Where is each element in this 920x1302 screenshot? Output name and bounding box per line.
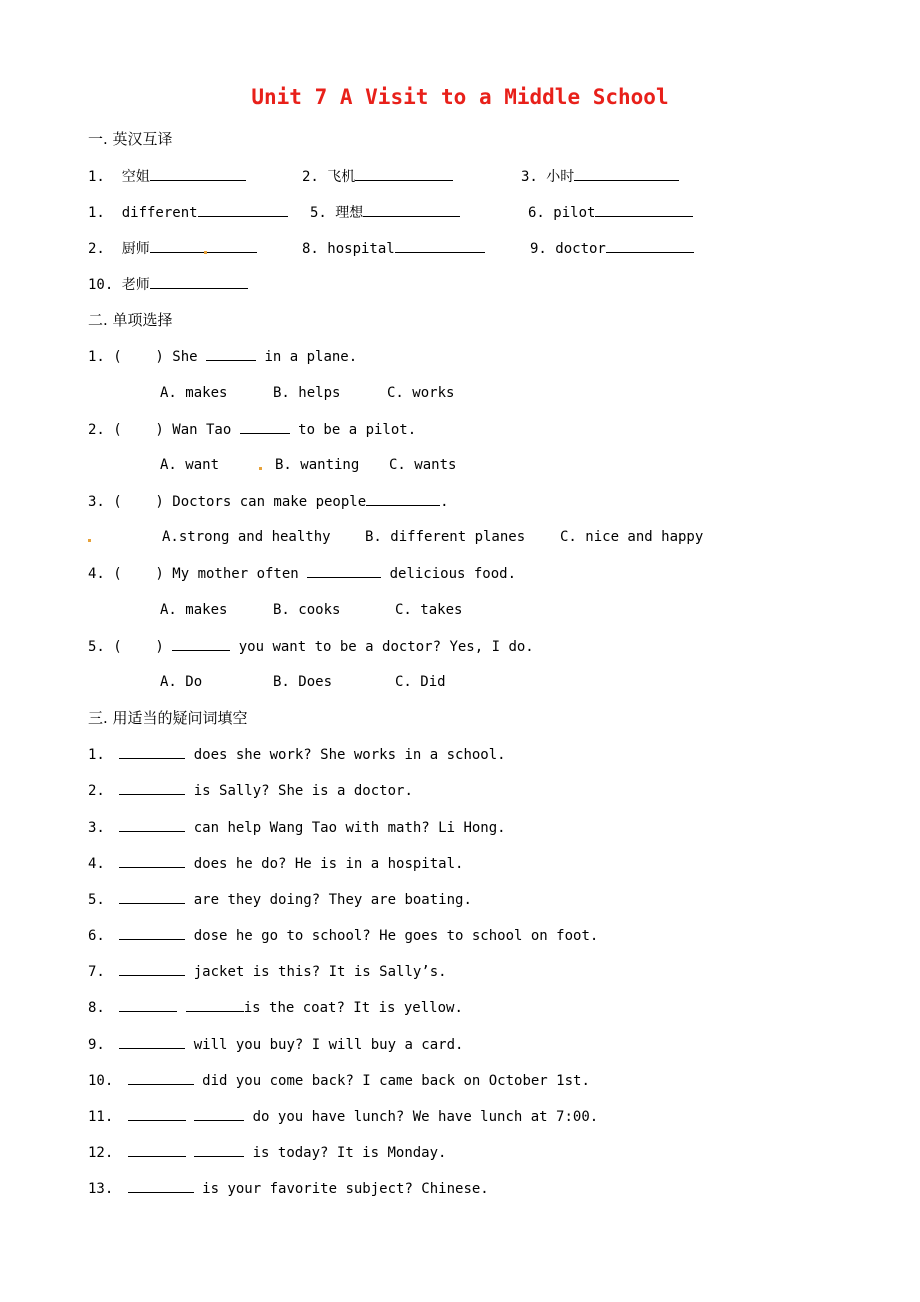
s1-item-8: 8. hospital — [302, 238, 485, 259]
answer-blank[interactable] — [595, 202, 693, 217]
s1-item-4: 1. different — [88, 202, 288, 223]
answer-blank[interactable] — [119, 889, 185, 904]
fill-question-8: 8. is the coat? It is yellow. — [88, 997, 463, 1018]
mc-option[interactable]: B. different planes — [365, 529, 526, 545]
page-title: Unit 7 A Visit to a Middle School — [251, 85, 669, 109]
answer-blank[interactable] — [119, 780, 185, 795]
answer-blank[interactable] — [606, 238, 694, 253]
fill-question-1: 1. does she work? She works in a school. — [88, 744, 506, 765]
fill-question-3: 3. can help Wang Tao with math? Li Hong. — [88, 817, 506, 838]
answer-blank[interactable] — [194, 1106, 244, 1121]
answer-blank[interactable] — [128, 1070, 194, 1085]
fill-question-2: 2. is Sally? She is a doctor. — [88, 780, 413, 801]
speck-mark — [259, 467, 262, 470]
answer-blank[interactable] — [194, 1142, 244, 1157]
s1-item-10: 10. 老师 — [88, 274, 248, 295]
answer-blank[interactable] — [128, 1142, 186, 1157]
mc-option[interactable]: A. makes — [160, 602, 228, 618]
mc-option[interactable]: A. want — [160, 457, 220, 473]
s1-item-2: 2. 飞机 — [302, 166, 453, 187]
mc-option[interactable]: C. wants — [389, 457, 457, 473]
mc-option[interactable]: B. cooks — [273, 602, 341, 618]
fill-question-11: 11. do you have lunch? We have lunch at 7:00. — [88, 1106, 598, 1127]
answer-blank[interactable] — [206, 346, 256, 361]
answer-blank[interactable] — [150, 274, 248, 289]
answer-blank[interactable] — [119, 817, 185, 832]
s1-item-3: 3. 小时 — [521, 166, 679, 187]
answer-blank[interactable] — [307, 563, 381, 578]
answer-blank[interactable] — [150, 166, 246, 181]
mc-question-2: 2. ( ) Wan Tao to be a pilot. — [88, 419, 416, 440]
mc-option[interactable]: A.strong and healthy — [162, 529, 331, 545]
answer-blank[interactable] — [119, 925, 185, 940]
mc-option[interactable]: A. Do — [160, 674, 203, 690]
mc-question-4: 4. ( ) My mother often delicious food. — [88, 563, 516, 584]
answer-blank[interactable] — [355, 166, 453, 181]
section2-heading: 二. 单项选择 — [88, 311, 173, 329]
s1-item-1: 1. 空姐 — [88, 166, 246, 187]
answer-blank[interactable] — [240, 419, 290, 434]
mc-option[interactable]: C. takes — [395, 602, 463, 618]
mc-option[interactable]: B. Does — [273, 674, 333, 690]
fill-question-7: 7. jacket is this? It is Sally’s. — [88, 961, 447, 982]
answer-blank[interactable] — [128, 1106, 186, 1121]
answer-blank[interactable] — [186, 997, 244, 1012]
mc-option[interactable]: B. helps — [273, 385, 341, 401]
answer-blank[interactable] — [574, 166, 679, 181]
mc-option[interactable]: B. wanting — [275, 457, 360, 473]
speck-mark — [204, 251, 207, 254]
answer-blank[interactable] — [119, 961, 185, 976]
answer-blank[interactable] — [128, 1178, 194, 1193]
speck-mark — [88, 539, 91, 542]
fill-question-4: 4. does he do? He is in a hospital. — [88, 853, 463, 874]
s1-item-6: 6. pilot — [528, 202, 693, 223]
mc-option[interactable]: A. makes — [160, 385, 228, 401]
mc-question-1: 1. ( ) She in a plane. — [88, 346, 357, 367]
fill-question-9: 9. will you buy? I will buy a card. — [88, 1034, 463, 1055]
mc-option[interactable]: C. nice and happy — [560, 529, 704, 545]
fill-question-12: 12. is today? It is Monday. — [88, 1142, 446, 1163]
section1-heading: 一. 英汉互译 — [88, 130, 173, 148]
answer-blank[interactable] — [119, 1034, 185, 1049]
fill-question-6: 6. dose he go to school? He goes to school on foot. — [88, 925, 598, 946]
fill-question-13: 13. is your favorite subject? Chinese. — [88, 1178, 489, 1199]
mc-option[interactable]: C. works — [387, 385, 455, 401]
mc-question-5: 5. ( ) you want to be a doctor? Yes, I do. — [88, 636, 534, 657]
answer-blank[interactable] — [395, 238, 485, 253]
fill-question-10: 10. did you come back? I came back on October 1st. — [88, 1070, 590, 1091]
fill-question-5: 5. are they doing? They are boating. — [88, 889, 472, 910]
section3-heading: 三. 用适当的疑问词填空 — [88, 709, 248, 727]
answer-blank[interactable] — [119, 997, 177, 1012]
answer-blank[interactable] — [119, 853, 185, 868]
answer-blank[interactable] — [198, 202, 288, 217]
s1-item-5: 5. 理想 — [310, 202, 460, 223]
mc-option[interactable]: C. Did — [395, 674, 446, 690]
answer-blank[interactable] — [366, 491, 440, 506]
s1-item-9: 9. doctor — [530, 238, 694, 259]
mc-question-3: 3. ( ) Doctors can make people . — [88, 491, 449, 512]
answer-blank[interactable] — [172, 636, 230, 651]
answer-blank[interactable] — [119, 744, 185, 759]
s1-item-7: 2. 厨师 — [88, 238, 257, 259]
answer-blank[interactable] — [363, 202, 460, 217]
